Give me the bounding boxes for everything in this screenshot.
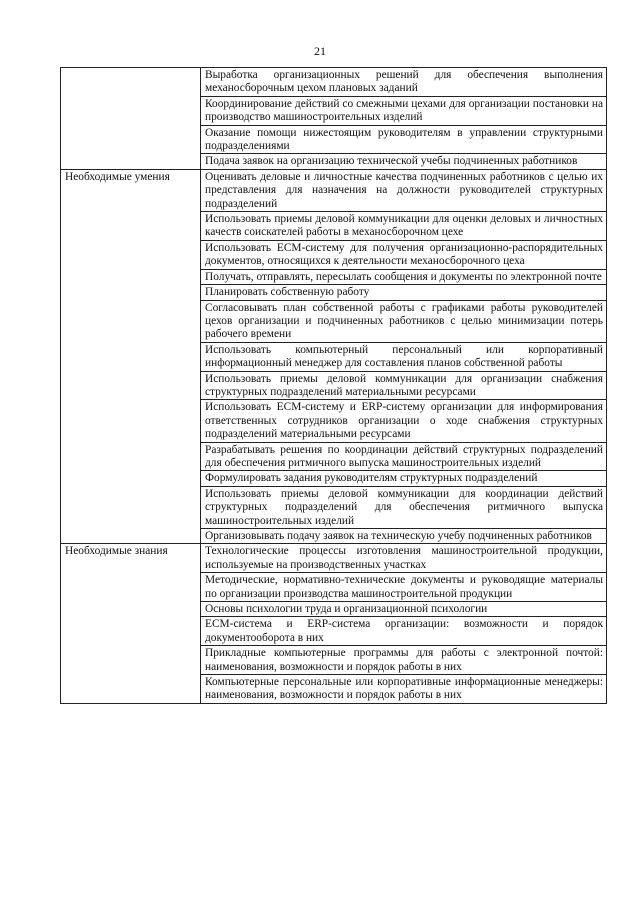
table-cell: Планировать собственную работу (201, 285, 607, 300)
section-label: Необходимые умения (61, 169, 201, 544)
table-cell: Использовать приемы деловой коммуникации для оценки деловых и личностных качеств соискателей работы в механосборочном цехе (201, 212, 607, 241)
section-label (61, 68, 201, 170)
page-number: 21 (314, 44, 326, 58)
table-cell: Формулировать задания руководителям структурных подразделений (201, 471, 607, 486)
table-cell: Использовать ECM-систему и ERP-систему организации для информирования ответственных сотрудников организации о ходе снабжения структурных подразделений материальными ресурсами (201, 400, 607, 442)
table-cell: Оказание помощи нижестоящим руководителям в управлении структурными подразделениями (201, 125, 607, 154)
section-label: Необходимые знания (61, 544, 201, 703)
table-cell: Получать, отправлять, пересылать сообщения и документы по электронной почте (201, 269, 607, 284)
table-cell: Подача заявок на организацию технической учебы подчиненных работников (201, 154, 607, 169)
table-cell: Технологические процессы изготовления машиностроительной продукции, используемые на производственных участках (201, 544, 607, 573)
table-cell: Координирование действий со смежными цехами для организации постановки на производство машиностроительных изделий (201, 96, 607, 125)
qualification-table (60, 67, 607, 704)
table-cell: Согласовывать план собственной работы с графиками работы руководителей цехов организации и подчиненных работников с целью минимизации потерь рабочего времени (201, 300, 607, 342)
table-cell: Компьютерные персональные или корпоративные информационные менеджеры: наименования, возможности и порядок работы в них (201, 675, 607, 704)
table-cell: Оценивать деловые и личностные качества подчиненных работников с целью их представления для назначения на должности руководителей структурных подразделений (201, 169, 607, 211)
table-cell: Выработка организационных решений для обеспечения выполнения механосборочным цехом плановых заданий (201, 68, 607, 97)
table-cell: Методические, нормативно-технические документы и руководящие материалы по организации производства машиностроительной продукции (201, 573, 607, 602)
table-cell: Прикладные компьютерные программы для работы с электронной почтой: наименования, возможности и порядок работы в них (201, 646, 607, 675)
table-body (61, 68, 607, 704)
table-cell: ECM-система и ERP-система организации: возможности и порядок документооборота в них (201, 617, 607, 646)
table-cell: Разрабатывать решения по координации действий структурных подразделений для обеспечения ритмичного выпуска машиностроительных изделий (201, 442, 607, 471)
table-cell: Организовывать подачу заявок на техническую учебу подчиненных работников (201, 529, 607, 544)
table-row (61, 544, 607, 573)
table-cell: Использовать приемы деловой коммуникации для координации действий структурных подразделений для обеспечения ритмичного выпуска машиностроительных изделий (201, 486, 607, 528)
table-cell: Использовать компьютерный персональный или корпоративный информационный менеджер для составления планов собственной работы (201, 342, 607, 371)
table-row (61, 169, 607, 211)
table-cell: Основы психологии труда и организационной психологии (201, 602, 607, 617)
table-cell: Использовать ECM-систему для получения организационно-распорядительных документов, относящихся к деятельности механосборочного цеха (201, 240, 607, 269)
table-cell: Использовать приемы деловой коммуникации для организации снабжения структурных подразделений материальными ресурсами (201, 371, 607, 400)
table-row (61, 68, 607, 97)
